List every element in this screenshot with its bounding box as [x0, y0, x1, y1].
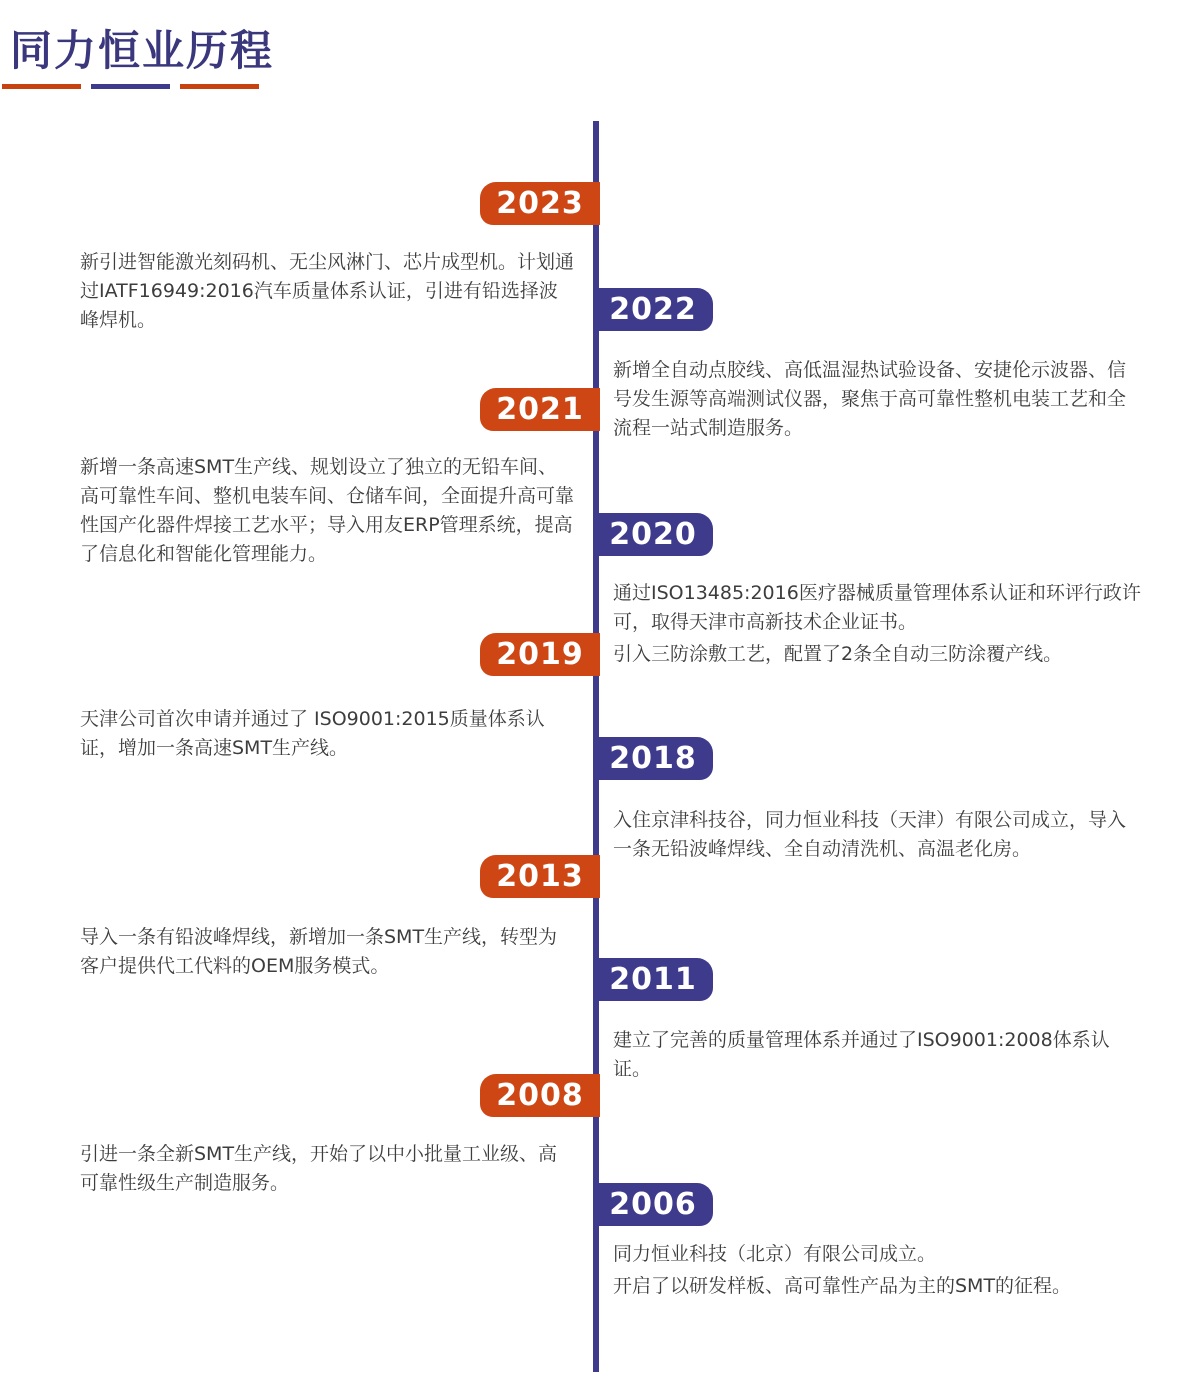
year-badge-2011: 2011 — [593, 958, 713, 1001]
event-text-2008 — [80, 1140, 574, 1198]
event-paragraph: 同力恒业科技（北京）有限公司成立。 — [613, 1243, 937, 1265]
event-paragraph: 引进一条全新SMT生产线，开始了以中小批量工业级、高可靠性级生产制造服务。 — [80, 1143, 558, 1194]
event-text-2013 — [80, 923, 574, 981]
year-badge-2019: 2019 — [480, 633, 600, 676]
event-paragraph: 引入三防涂敷工艺，配置了2条全自动三防涂覆产线。 — [613, 643, 1063, 665]
title-underline — [2, 84, 259, 89]
event-text-2020 — [613, 579, 1141, 669]
event-text-2019 — [80, 705, 574, 763]
event-text-2023 — [80, 248, 574, 335]
event-paragraph: 导入一条有铅波峰焊线，新增加一条SMT生产线，转型为客户提供代工代料的OEM服务模式。 — [80, 926, 558, 977]
event-paragraph: 开启了以研发样板、高可靠性产品为主的SMT的征程。 — [613, 1275, 1072, 1297]
event-text-2011 — [613, 1026, 1141, 1084]
year-badge-2020: 2020 — [593, 513, 713, 556]
event-text-2022 — [613, 356, 1141, 443]
event-text-2021 — [80, 453, 574, 569]
event-paragraph: 新增一条高速SMT生产线、规划设立了独立的无铅车间、高可靠性车间、整机电装车间、仓储车间，全面提升高可靠性国产化器件焊接工艺水平；导入用友ERP管理系统，提高了信息化和智能化管理能力。 — [80, 456, 575, 565]
event-text-2018 — [613, 806, 1141, 864]
year-badge-2021: 2021 — [480, 388, 600, 431]
year-badge-2013: 2013 — [480, 855, 600, 898]
underline-segment-indigo — [91, 84, 170, 89]
year-badge-2022: 2022 — [593, 288, 713, 331]
event-paragraph: 天津公司首次申请并通过了 ISO9001:2015质量体系认证，增加一条高速SMT生产线。 — [80, 708, 545, 759]
event-paragraph: 建立了完善的质量管理体系并通过了ISO9001:2008体系认证。 — [613, 1029, 1110, 1080]
event-paragraph: 通过ISO13485:2016医疗器械质量管理体系认证和环评行政许可，取得天津市高新技术企业证书。 — [613, 582, 1141, 633]
page-title: 同力恒业历程 — [10, 26, 275, 75]
event-text-2006 — [613, 1240, 1141, 1301]
year-badge-2006: 2006 — [593, 1183, 713, 1226]
underline-segment-orange — [2, 84, 81, 89]
year-badge-2018: 2018 — [593, 737, 713, 780]
year-badge-2023: 2023 — [480, 182, 600, 225]
event-paragraph: 新引进智能激光刻码机、无尘风淋门、芯片成型机。计划通过IATF16949:2016汽车质量体系认证，引进有铅选择波峰焊机。 — [80, 251, 575, 331]
event-paragraph: 新增全自动点胶线、高低温湿热试验设备、安捷伦示波器、信号发生源等高端测试仪器，聚焦于高可靠性整机电装工艺和全流程一站式制造服务。 — [613, 359, 1127, 439]
underline-segment-orange — [180, 84, 259, 89]
year-badge-2008: 2008 — [480, 1074, 600, 1117]
event-paragraph: 入住京津科技谷，同力恒业科技（天津）有限公司成立，导入一条无铅波峰焊线、全自动清洗机、高温老化房。 — [613, 809, 1127, 860]
